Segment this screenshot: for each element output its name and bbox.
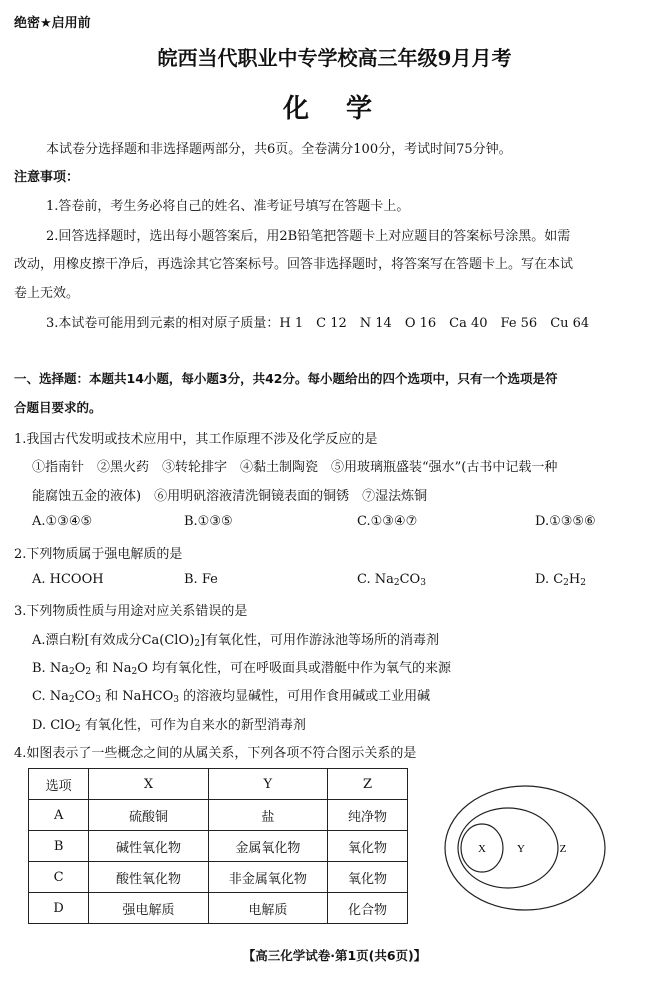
table-cell: 纯净物 xyxy=(328,800,408,831)
table-cell: 酸性氧化物 xyxy=(89,862,208,893)
q3-option-c: C. $Na_2CO_3$ 和 NaHCO$_3$ 的溶液均显碱性，可用作食用碱或工业用碱 xyxy=(32,689,431,705)
table-cell: A xyxy=(29,800,89,831)
q1-option-c: C.①③④⑦ xyxy=(357,514,418,529)
table-header-row xyxy=(29,769,408,800)
label-y: Y xyxy=(517,843,525,855)
table-cell: 金属氧化物 xyxy=(208,831,327,862)
notice-item-2-cont: 改动，用橡皮擦干净后，再选涂其它答案标号。回答非选择题时，将答案写在答题卡上。写在本试 xyxy=(14,257,574,272)
table-header-cell: 选项 xyxy=(29,769,89,800)
q3-stem: 3.下列物质性质与用途对应关系错误的是 xyxy=(14,604,248,619)
ellipse-z xyxy=(445,786,605,910)
q1-option-d: D.①③⑤⑥ xyxy=(535,514,596,529)
table-header-cell: Y xyxy=(208,769,327,800)
table-cell: 硫酸铜 xyxy=(89,800,208,831)
table-cell: 电解质 xyxy=(208,893,327,924)
notice-item-2-end: 卷上无效。 xyxy=(14,286,80,301)
table-cell: 强电解质 xyxy=(89,893,208,924)
table-row xyxy=(29,862,408,893)
notice-heading: 注意事项： xyxy=(14,170,80,185)
section-heading-cont: 合题目要求的。 xyxy=(14,400,102,415)
q1-option-b: B.①③⑤ xyxy=(184,514,233,529)
section-heading: 一、选择题：本题共14小题，每小题3分，共42分。每小题给出的四个选项中，只有一个选项是符 xyxy=(14,371,558,386)
table-cell: C xyxy=(29,862,89,893)
table-cell: 氧化物 xyxy=(328,831,408,862)
table-row xyxy=(29,800,408,831)
table-row xyxy=(29,893,408,924)
table-cell: 氧化物 xyxy=(328,862,408,893)
notice-item-3: 3.本试卷可能用到元素的相对原子质量：H 1 C 12 N 14 O 16 Ca 40 Fe 56 Cu 64 xyxy=(46,316,590,331)
label-z: Z xyxy=(559,843,567,855)
notice-item-2: 2.回答选择题时，选出每小题答案后，用2B铅笔把答题卡上对应题目的答案标号涂黑。如需 xyxy=(46,229,571,244)
secret-label: 绝密★启用前 xyxy=(14,16,91,31)
notice-item-1: 1.答卷前，考生务必将自己的姓名、准考证号填写在答题卡上。 xyxy=(46,199,410,214)
q2-option-d: D. $C_2H_2$ xyxy=(535,572,586,588)
subject-title: 化 学 xyxy=(282,94,387,124)
q2-option-b: B. Fe xyxy=(184,572,218,587)
table-cell: 碱性氧化物 xyxy=(89,831,208,862)
table-row xyxy=(29,831,408,862)
q2-option-c: C. $Na_2CO_3$ xyxy=(357,572,426,588)
table-cell: D xyxy=(29,893,89,924)
q1-stem: 1.我国古代发明或技术应用中，其工作原理不涉及化学反应的是 xyxy=(14,432,378,447)
intro-text: 本试卷分选择题和非选择题两部分，共6页。全卷满分100分，考试时间75分钟。 xyxy=(46,142,512,157)
q1-option-a: A.①③④⑤ xyxy=(32,514,93,529)
q4-stem: 4.如图表示了一些概念之间的从属关系，下列各项不符合图示关系的是 xyxy=(14,746,417,761)
exam-title: 皖西当代职业中专学校高三年级9月月考 xyxy=(157,46,512,70)
table-cell: B xyxy=(29,831,89,862)
table-header-cell: X xyxy=(89,769,208,800)
q2-option-a: A. HCOOH xyxy=(32,572,104,587)
table-cell: 盐 xyxy=(208,800,327,831)
q1-items: ①指南针 ②黑火药 ③转轮排字 ④黏土制陶瓷 ⑤用玻璃瓶盛装“强水”(古书中记载一种 xyxy=(32,460,558,475)
q3-option-b: B. $Na_2O_2$ 和 $Na_2O$ 均有氧化性，可在呼吸面具或潜艇中作为氧气的来源 xyxy=(32,661,452,677)
label-x: X xyxy=(478,843,486,855)
q4-table xyxy=(28,768,408,924)
table-cell: 化合物 xyxy=(328,893,408,924)
ellipse-y xyxy=(458,808,558,888)
q2-stem: 2.下列物质属于强电解质的是 xyxy=(14,547,183,562)
venn-diagram xyxy=(440,782,610,916)
table-cell: 非金属氧化物 xyxy=(208,862,327,893)
q3-option-a: A.漂白粉[有效成分$Ca(ClO)_2$]有氧化性，可用作游泳池等场所的消毒剂 xyxy=(32,633,440,649)
q1-items-cont: 能腐蚀五金的液体) ⑥用明矾溶液清洗铜镜表面的铜锈 ⑦湿法炼铜 xyxy=(32,489,428,504)
page-footer: 【高三化学试卷·第1页(共6页)】 xyxy=(242,948,427,963)
table-header-cell: Z xyxy=(328,769,408,800)
q3-option-d: D. ClO$_2$ 有氧化性，可作为自来水的新型消毒剂 xyxy=(32,718,306,734)
